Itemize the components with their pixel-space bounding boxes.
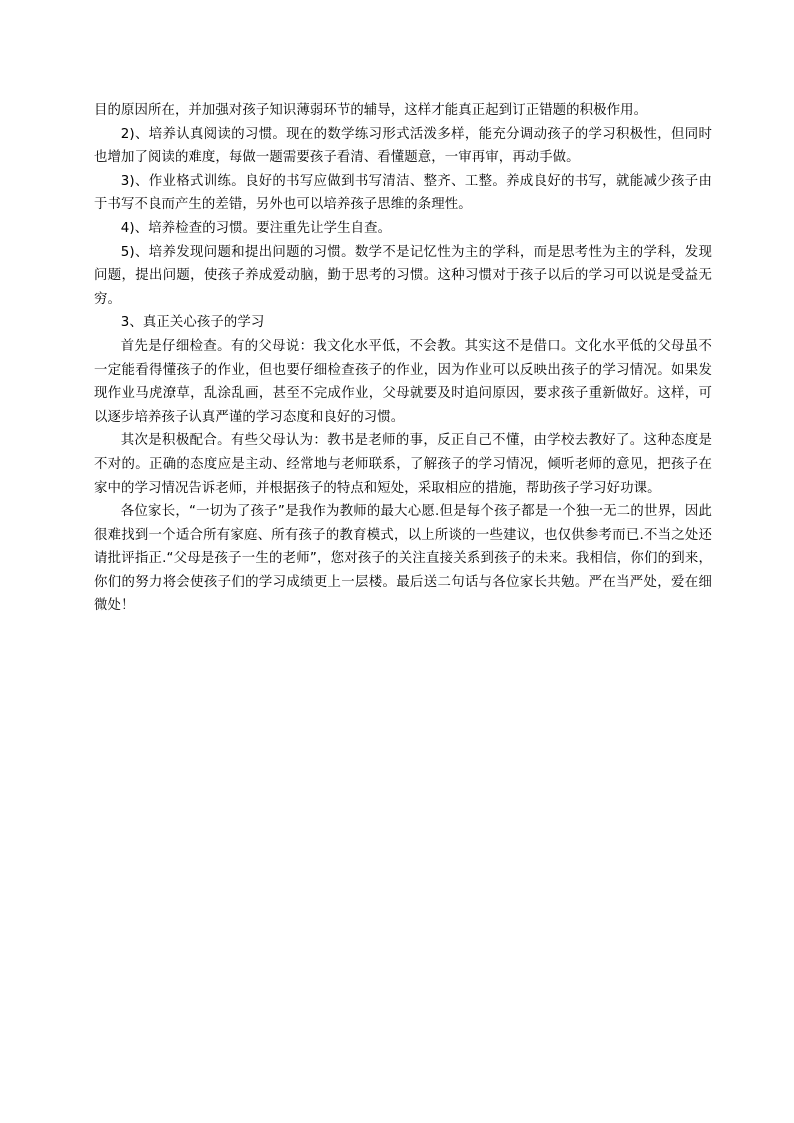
paragraph-active-cooperation: 其次是积极配合。有些父母认为：教书是老师的事，反正自己不懂，由学校去教好了。这种态度是不对的。正确的态度应是主动、经常地与老师联系，了解孩子的学习情况，倾听老师的意见，把孩子在家中的学习情况告诉老师，并根据孩子的特点和短处，采取相应的措施，帮助孩子学习好功课。: [94, 433, 712, 496]
paragraph-careful-checking: 首先是仔细检查。有的父母说：我文化水平低，不会教。其实这不是借口。文化水平低的父母虽不一定能看得懂孩子的作业，但也要仔细检查孩子的作业，因为作业可以反映出孩子的学习情况。如果发现作业马虎潦草，乱涂乱画，甚至不完成作业，父母就要及时追问原因，要求孩子重新做好。这样，可以逐步培养孩子认真严谨的学习态度和良好的习惯。: [94, 338, 712, 425]
document-body: [94, 99, 712, 618]
paragraph-format-training: 3)、作业格式训练。良好的书写应做到书写清洁、整齐、工整。养成良好的书写，就能减少孩子由于书写不良而产生的差错，另外也可以培养孩子思维的条理性。: [94, 173, 712, 213]
paragraph-checking-habit: 4)、培养检查的习惯。要注重先让学生自查。: [120, 220, 392, 236]
paragraph-reading-habit: 2)、培养认真阅读的习惯。现在的数学练习形式活泼多样，能充分调动孩子的学习积极性，但同时也增加了阅读的难度，每做一题需要孩子看清、看懂题意，一审再审，再动手做。: [94, 126, 712, 166]
paragraph-continuation: 目的原因所在，并加强对孩子知识薄弱环节的辅导，这样才能真正起到订正错题的积极作用。: [94, 103, 648, 118]
paragraph-closing-remarks: 各位家长，“一切为了孩子”是我作为教师的最大心愿.但是每个孩子都是一个独一无二的世界，因此很难找到一个适合所有家庭、所有孩子的教育模式，以上所谈的一些建议，也仅供参考而已.不当之处还请批评指正.“父母是孩子一生的老师”，您对孩子的关注直接关系到孩子的未来。我相信，你们的到来，你们的努力将会使孩子们的学习成绩更上一层楼。最后送二句话与各位家长共勉。严在当严处，爱在细微处！: [94, 504, 712, 614]
section-heading: 3、真正关心孩子的学习: [120, 315, 265, 331]
paragraph-questioning-habit: 5)、培养发现问题和提出问题的习惯。数学不是记忆性为主的学科，而是思考性为主的学科，发现问题，提出问题，使孩子养成爱动脑，勤于思考的习惯。这种习惯对于孩子以后的学习可以说是受益无穷。: [94, 244, 712, 307]
